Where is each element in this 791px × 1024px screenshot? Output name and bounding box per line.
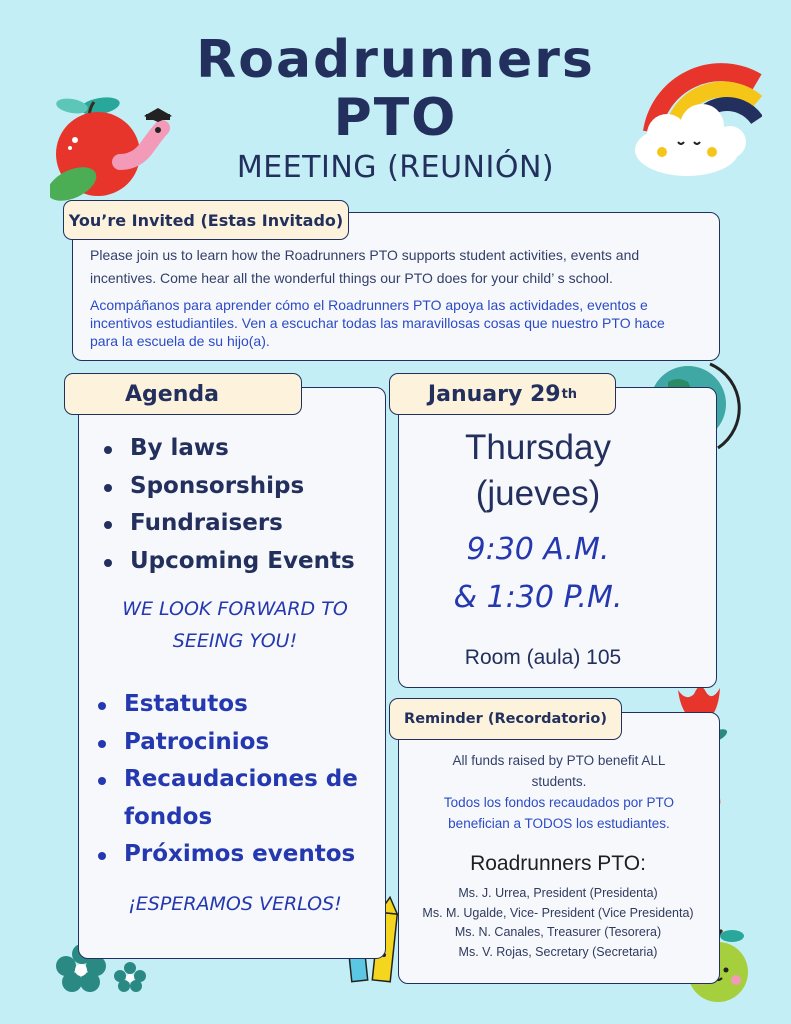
time-afternoon: & 1:30 P.M. <box>453 580 623 615</box>
invite-text-spanish: Acompáñanos para aprender cómo el Roadrunners PTO apoya las actividades, eventos e incentivos estudiantiles. Ven a escuchar todas las maravillosas cosas que nuestro PTO hace para la escuela de su hijo(a). <box>90 297 665 349</box>
day-spanish: (jueves) <box>475 474 601 513</box>
page-title-line1: Roadrunners <box>196 30 595 90</box>
officer-entry: Ms. M. Ugalde, Vice- President (Vice Presidenta) <box>422 905 694 920</box>
day-english: Thursday <box>465 428 611 467</box>
date-text: January 29 <box>427 381 561 407</box>
invite-text-english: Please join us to learn how the Roadrunners PTO supports student activities, events and incentives. Come hear all the wonderful things our PTO does for your child’ s school. <box>90 247 640 286</box>
room-number: Room (aula) 105 <box>464 646 622 669</box>
closing-english-line2: SEEING YOU! <box>172 630 298 652</box>
agenda-item: Patrocinios <box>96 724 381 762</box>
reminder-text-english: All funds raised by PTO benefit ALL students. <box>452 753 666 789</box>
agenda-item: Estatutos <box>96 686 381 724</box>
pto-officers-heading: Roadrunners PTO: <box>470 852 646 875</box>
officer-entry: Ms. V. Rojas, Secretary (Secretaria) <box>458 944 658 959</box>
invite-tab: You’re Invited (Estas Invitado) <box>63 200 349 240</box>
agenda-list-spanish <box>96 686 381 874</box>
reminder-text-spanish: Todos los fondos recaudados por PTO benefician a TODOS los estudiantes. <box>443 795 675 831</box>
date-tab <box>389 373 616 415</box>
date-suffix: th <box>561 386 578 402</box>
page-title-line2: PTO <box>333 88 458 148</box>
officer-entry: Ms. J. Urrea, President (Presidenta) <box>458 886 658 900</box>
meeting-subtitle: MEETING (REUNIÓN) <box>236 150 555 185</box>
agenda-item: Sponsorships <box>102 468 377 506</box>
closing-english-line1: WE LOOK FORWARD TO <box>122 598 348 620</box>
agenda-item: Recaudaciones de fondos <box>96 761 381 836</box>
agenda-item: By laws <box>102 430 377 468</box>
officer-entry: Ms. N. Canales, Treasurer (Tesorera) <box>454 925 662 939</box>
reminder-tab: Reminder (Recordatorio) <box>389 698 622 740</box>
agenda-item: Fundraisers <box>102 505 377 543</box>
time-morning: 9:30 A.M. <box>466 532 610 567</box>
agenda-tab: Agenda <box>64 373 302 415</box>
agenda-list-english <box>102 430 377 580</box>
officer-list <box>398 884 718 962</box>
agenda-item: Upcoming Events <box>102 543 377 581</box>
agenda-item: Próximos eventos <box>96 836 381 874</box>
closing-spanish: ¡ESPERAMOS VERLOS! <box>128 893 342 915</box>
